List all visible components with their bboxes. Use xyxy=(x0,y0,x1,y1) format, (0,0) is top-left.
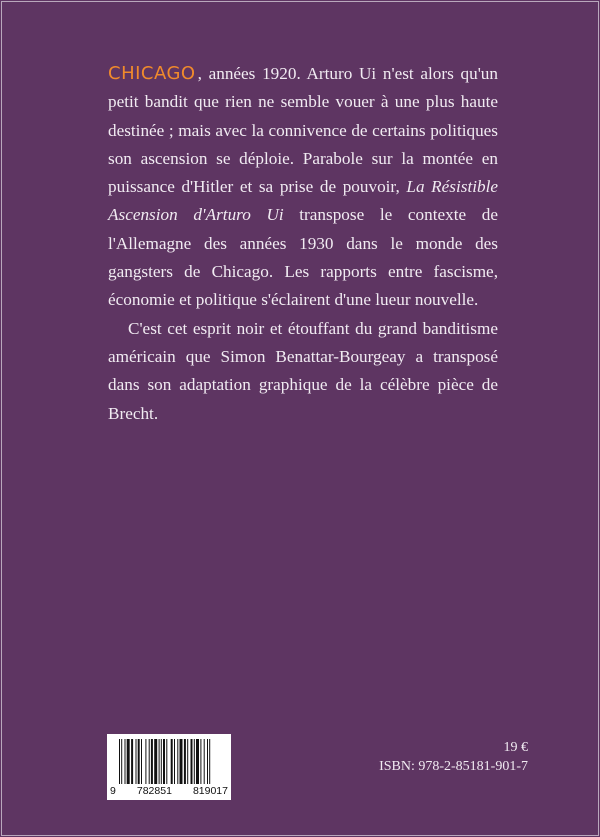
barcode-digits xyxy=(110,785,228,797)
price: 19 € xyxy=(503,740,528,755)
back-cover-blurb xyxy=(108,60,498,428)
isbn: ISBN: 978-2-85181-901-7 xyxy=(379,759,528,774)
play-title: La Résistible Ascension d'Arturo Ui xyxy=(108,177,499,225)
barcode-digits-right: 819017 xyxy=(192,785,228,797)
blurb-p1-text-b: transpose le contexte de l'Allemagne des années 1930 dans le monde des gangsters de Chicago. Les rapports entre fascisme, économie et politique s'éclairent d'une lueur nouvelle. xyxy=(108,205,498,310)
barcode xyxy=(107,734,231,800)
chicago-lettering: CHICAGO xyxy=(108,63,196,84)
barcode-bars xyxy=(119,739,223,784)
blurb-paragraph-1 xyxy=(108,60,498,315)
barcode-digits-left: 782851 xyxy=(136,785,172,797)
barcode-digit-lead: 9 xyxy=(110,785,116,797)
blurb-p1-text-a: , années 1920. Arturo Ui n'est alors qu'un petit bandit que rien ne semble vouer à une plus haute destinée ; mais avec la connivence de certains politiques son ascension se déploie. Parabole sur la montée en puissance d'Hitler et sa prise de pouvoir, xyxy=(108,64,498,197)
blurb-paragraph-2: C'est cet esprit noir et étouffant du grand banditisme américain que Simon Benattar-Bourgeay a transposé dans son adaptation graphique de la célèbre pièce de Brecht. xyxy=(108,318,498,423)
